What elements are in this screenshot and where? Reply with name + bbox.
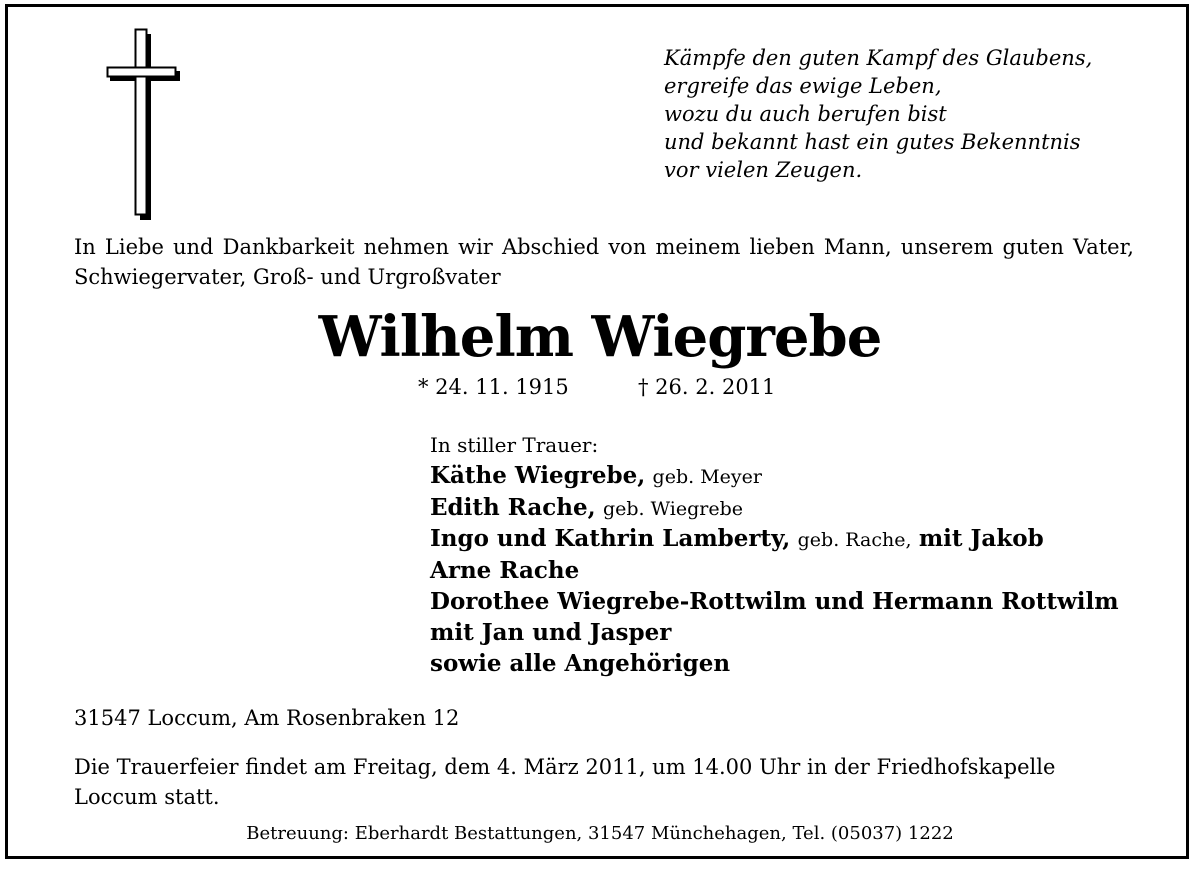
mourners-heading: In stiller Trauer: [430, 433, 599, 457]
family-address: 31547 Loccum, Am Rosenbraken 12 [74, 706, 460, 730]
funeral-service-info: Die Trauerfeier findet am Freitag, dem 4. März 2011, um 14.00 Uhr in der Friedhofskapelle Loccum statt. [74, 755, 1056, 809]
mourner-entry: sowie alle Angehörigen [430, 649, 731, 677]
mourner-entry: Arne Rache [430, 557, 580, 585]
intro-text: In Liebe und Dankbarkeit nehmen wir Abschied von meinem lieben Mann, unserem guten Vater, Schwiegervater, Groß- und Urgroßvater [74, 235, 1134, 289]
mourner-entry: Dorothee Wiegrebe-Rottwilm und Hermann Rottwilm [430, 587, 1119, 615]
bible-verse [664, 44, 1164, 184]
mourner-note: geb. Rache, [797, 529, 912, 552]
death-date: † 26. 2. 2011 [638, 375, 776, 399]
mourner-note: geb. Wiegrebe [602, 497, 743, 520]
deceased-name: Wilhelm Wiegrebe [318, 304, 882, 370]
mourner-name: mit Jakob [918, 525, 1044, 553]
cross-icon [100, 28, 190, 220]
birth-date: * 24. 11. 1915 [418, 375, 569, 399]
mourner-note: geb. Meyer [652, 465, 762, 488]
mourner-entry [430, 461, 1170, 493]
mourner-entry: mit Jan und Jasper [430, 618, 672, 646]
mourners-list [430, 430, 1170, 679]
mourner-entry [430, 524, 1170, 556]
verse-line: vor vielen Zeugen. [664, 158, 863, 182]
verse-line: und bekannt hast ein gutes Bekenntnis [664, 130, 1081, 154]
verse-line: wozu du auch berufen bist [664, 102, 947, 126]
mourner-name: Käthe Wiegrebe, [430, 461, 646, 489]
funeral-home-footer: Betreuung: Eberhardt Bestattungen, 31547 Münchehagen, Tel. (05037) 1222 [246, 823, 954, 844]
verse-line: Kämpfe den guten Kampf des Glaubens, [664, 46, 1093, 70]
mourner-name: Edith Rache, [430, 493, 596, 521]
verse-line: ergreife das ewige Leben, [664, 74, 942, 98]
mourner-name: Ingo und Kathrin Lamberty, [430, 525, 791, 553]
mourner-entry [430, 493, 1170, 525]
